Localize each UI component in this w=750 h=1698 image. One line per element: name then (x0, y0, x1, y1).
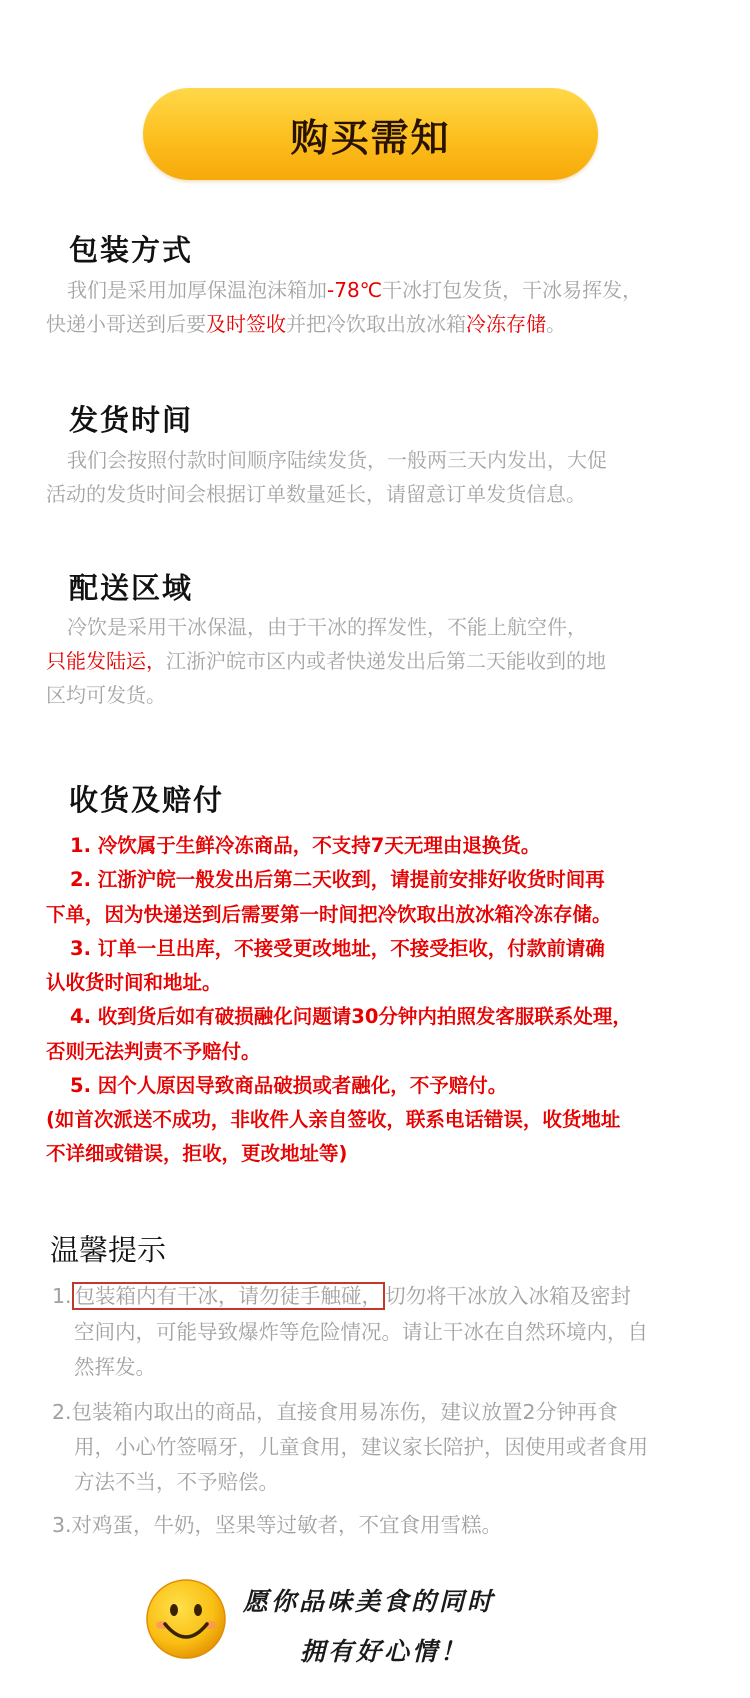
packaging-line-2 (46, 307, 736, 341)
area-line-3: 区均可发货。 (46, 683, 166, 707)
receipt-line: (如首次派送不成功，非收件人亲自签收，联系电话错误，收货地址 (46, 1108, 621, 1131)
text: 干冰打包发货，干冰易挥发， (382, 278, 643, 302)
area-line-2 (46, 644, 736, 678)
tip-3-line-1: 3.对鸡蛋，牛奶，坚果等过敏者，不宜食用雪糕。 (52, 1513, 503, 1537)
tip-2-line-2: 用，小心竹签嗝牙，儿童食用，建议家长陪护，因使用或者食用 (74, 1435, 648, 1459)
receipt-line: 1. 冷饮属于生鲜冷冻商品，不支持7天无理由退换货。 (70, 834, 541, 857)
tip-1-line-3: 然挥发。 (74, 1355, 156, 1379)
title-banner (143, 88, 598, 180)
section-heading-receipt: 收货及赔付 (69, 783, 225, 817)
text: 。 (546, 312, 566, 336)
receipt-line: 4. 收到货后如有破损融化问题请30分钟内拍照发客服联系处理， (70, 1005, 632, 1028)
receipt-line: 3. 订单一旦出库，不接受更改地址，不接受拒收，付款前请确 (70, 937, 605, 960)
tips-heading: 温馨提示 (50, 1233, 167, 1267)
section-heading-delivery-area: 配送区域 (69, 571, 194, 605)
text: 并把冷饮取出放冰箱 (286, 312, 466, 336)
receipt-line: 认收货时间和地址。 (46, 971, 222, 994)
shipping-line-1: 我们会按照付款时间顺序陆续发货，一般两三天内发出，大促 (67, 448, 607, 472)
delivery-area-paragraph (46, 610, 736, 712)
text: 快递小哥送到后要 (46, 312, 206, 336)
freeze-highlight: 冷冻存储 (466, 312, 546, 336)
area-line-1: 冷饮是采用干冰保温，由于干冰的挥发性，不能上航空件， (67, 615, 587, 639)
shipping-line-2: 活动的发货时间会根据订单数量延长，请留意订单发货信息。 (46, 482, 586, 506)
text: 切勿将干冰放入冰箱及密封 (385, 1284, 632, 1308)
sign-highlight: 及时签收 (206, 312, 286, 336)
text: 我们是采用加厚保温泡沫箱加 (67, 278, 327, 302)
closing-line-1: 愿你品味美食的同时 (243, 1587, 496, 1616)
land-only-highlight: 只能发陆运， (46, 649, 166, 673)
shipping-time-paragraph (46, 443, 736, 511)
receipt-line: 2. 江浙沪皖一般发出后第二天收到，请提前安排好收货时间再 (70, 868, 605, 891)
receipt-line: 下单，因为快递送到后需要第一时间把冷饮取出放冰箱冷冻存储。 (46, 903, 612, 926)
receipt-line: 不详细或错误，拒收，更改地址等) (46, 1142, 348, 1165)
packaging-line-1 (46, 273, 736, 307)
tip-2-line-3: 方法不当，不予赔偿。 (74, 1470, 279, 1494)
text: 江浙沪皖市区内或者快递发出后第二天能收到的地 (166, 649, 606, 673)
receipt-line: 否则无法判责不予赔付。 (46, 1040, 261, 1063)
tip-2-line-1: 2.包装箱内取出的商品，直接食用易冻伤，建议放置2分钟再食 (52, 1400, 618, 1424)
section-heading-shipping-time: 发货时间 (69, 403, 194, 437)
tip-number: 1. (52, 1284, 72, 1308)
temperature-highlight: -78℃ (327, 278, 383, 302)
section-heading-packaging: 包装方式 (69, 233, 194, 267)
page-title: 购买需知 (290, 115, 451, 160)
packaging-paragraph (46, 273, 736, 341)
tip-1-line-2: 空间内，可能导致爆炸等危险情况。请让干冰在自然环境内，自 (74, 1320, 648, 1344)
smiley-face-icon (145, 1578, 227, 1660)
dry-ice-warning-box: 包装箱内有干冰，请勿徒手触碰， (72, 1282, 386, 1310)
closing-line-2: 拥有好心情！ (300, 1637, 469, 1666)
receipt-line: 5. 因个人原因导致商品破损或者融化，不予赔付。 (70, 1074, 508, 1097)
tip-1-line-1 (52, 1279, 631, 1309)
